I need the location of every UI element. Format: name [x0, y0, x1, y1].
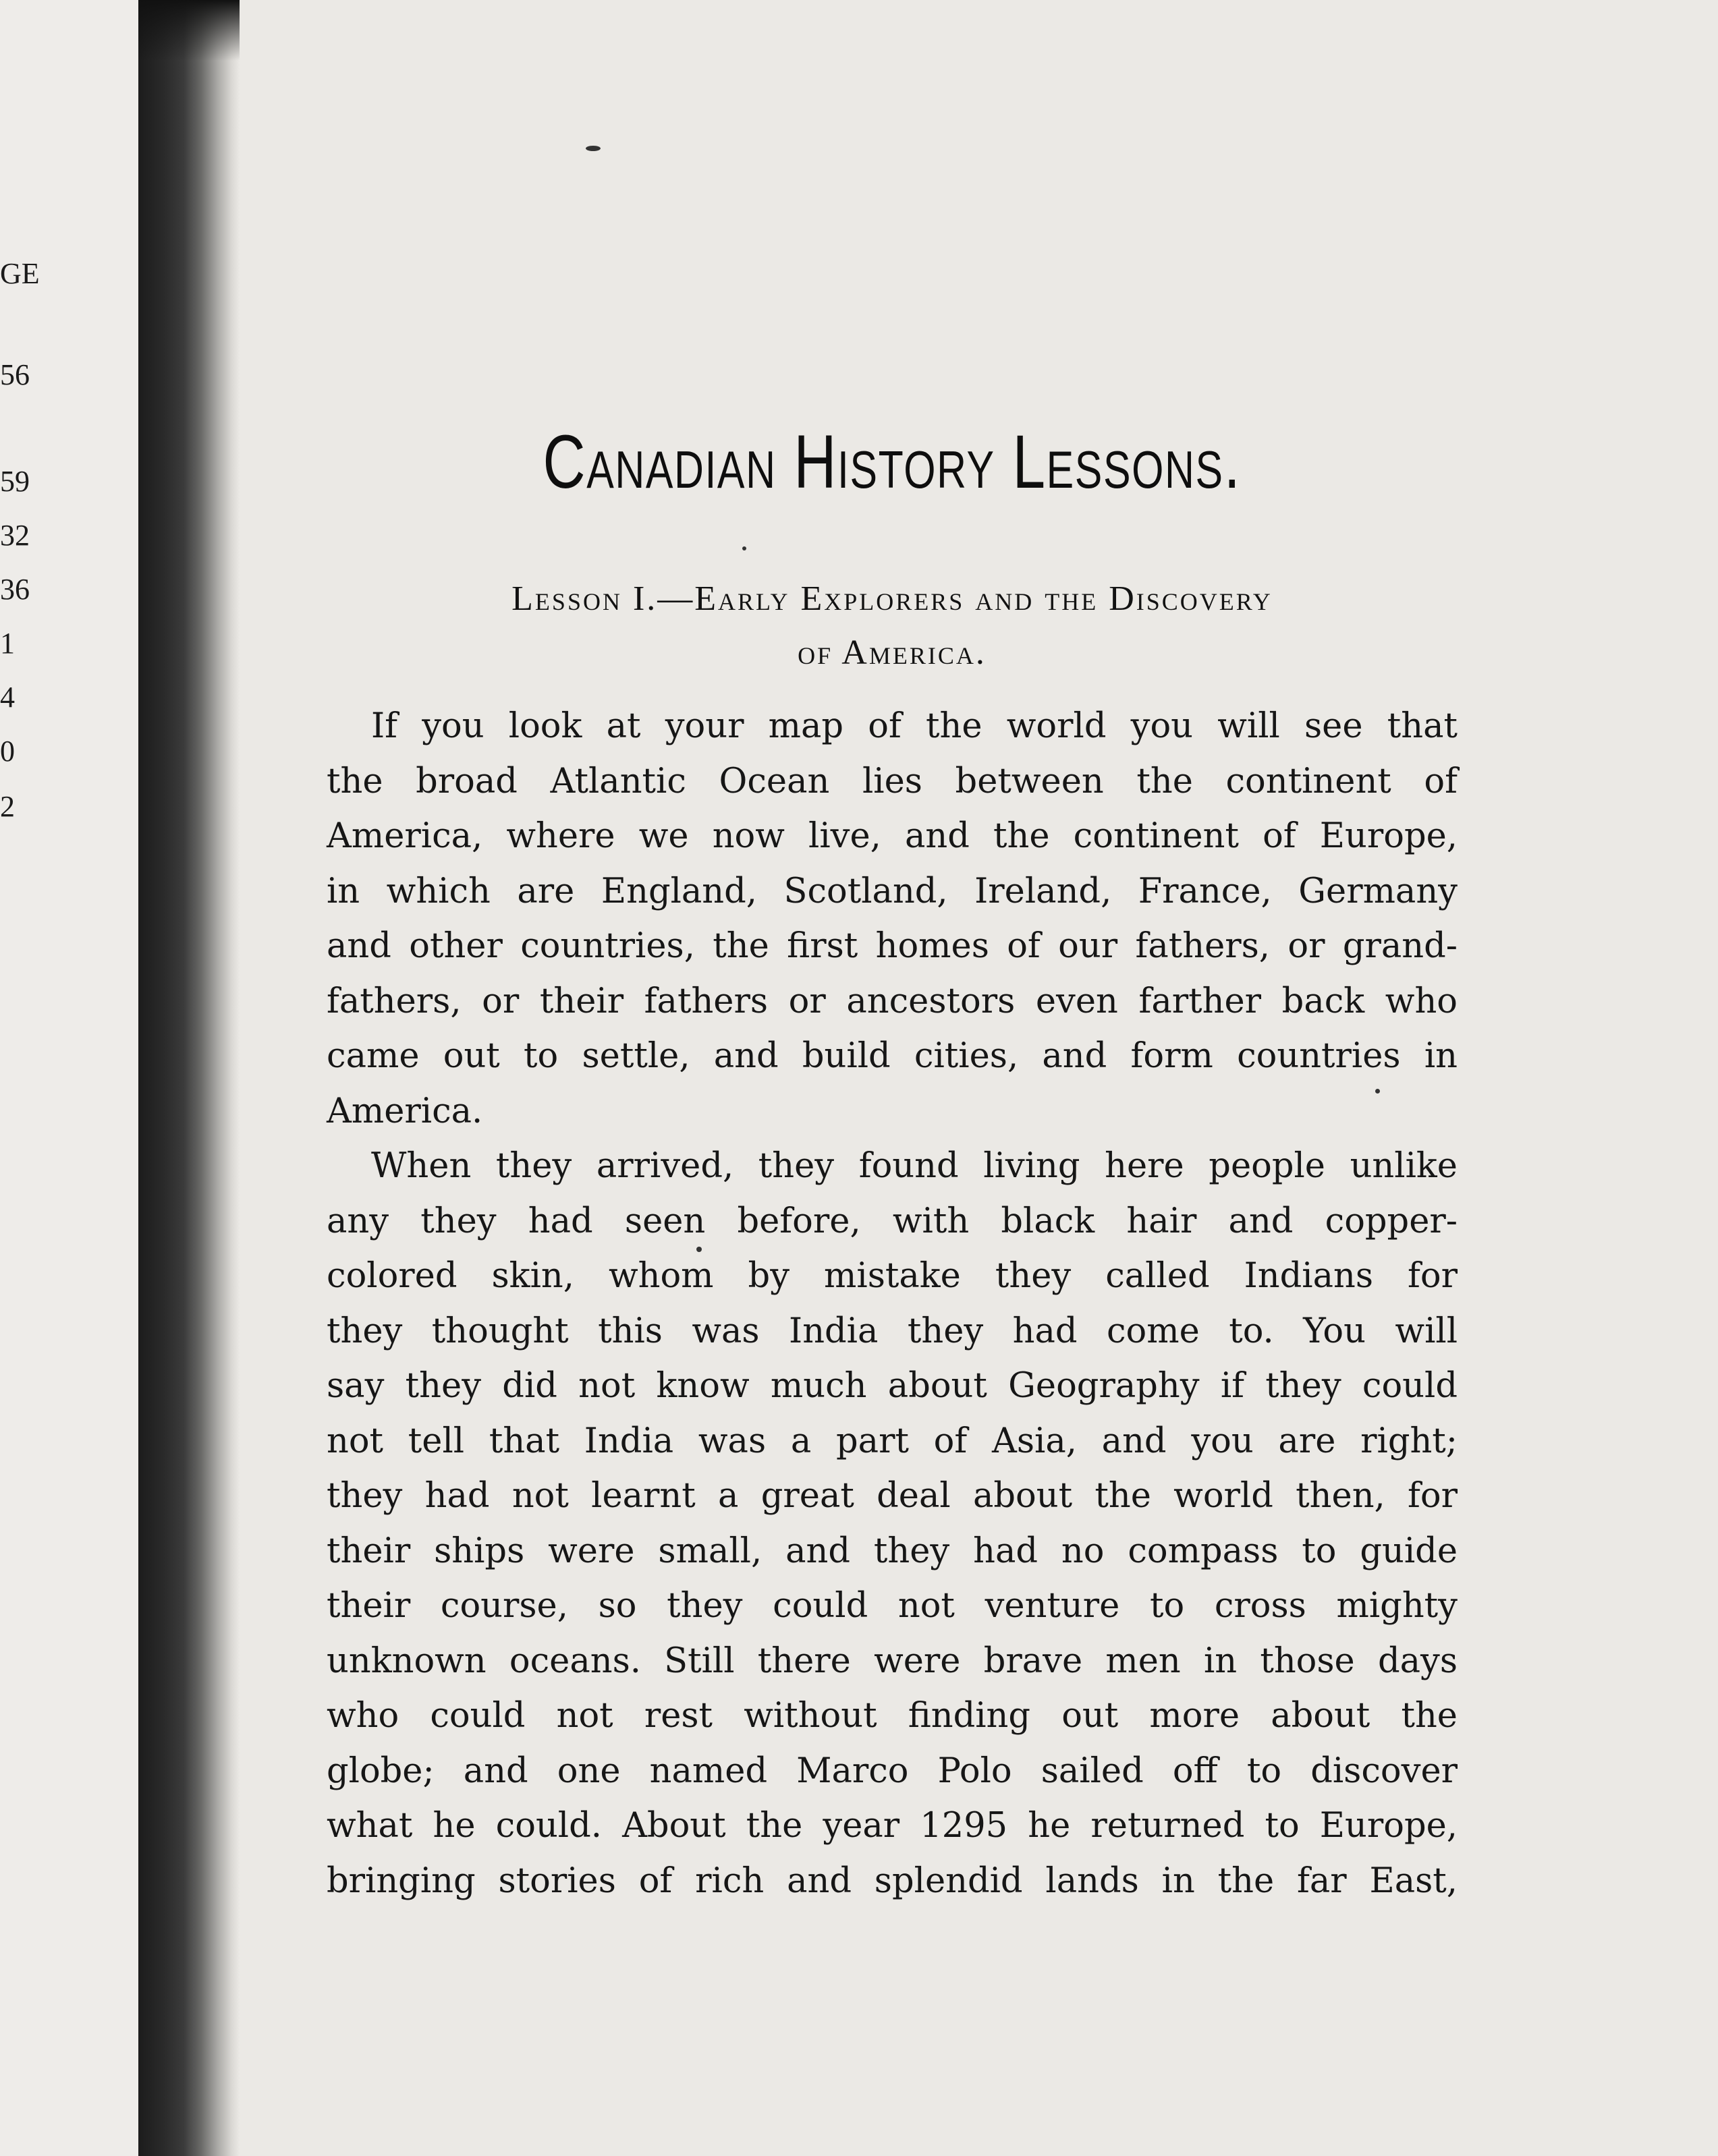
paragraph-line: and other countries, the first homes of our fathers, or grand- — [327, 926, 1458, 966]
paragraph-line: colored skin, whom by mistake they called Indians for — [327, 1256, 1458, 1296]
paragraph-line: what he could. About the year 1295 he returned to Europe, — [327, 1806, 1458, 1846]
paragraph-line: If you look at your map of the world you will see that — [371, 706, 1458, 746]
paragraph-line: bringing stories of rich and splendid lands in the far East, — [327, 1861, 1458, 1901]
paragraph-line: they had not learnt a great deal about the world then, for — [327, 1476, 1458, 1516]
paragraph-line: When they arrived, they found living here people unlike — [371, 1146, 1458, 1186]
margin-fragment: 32 — [0, 519, 30, 552]
page-title: Canadian History Lessons. — [543, 420, 1242, 504]
paragraph-line: America. — [327, 1091, 483, 1131]
margin-fragment: 1 — [0, 627, 15, 660]
facing-page-edge — [0, 0, 143, 2156]
lesson-body — [327, 699, 1458, 1908]
paragraph-line: their ships were small, and they had no compass to guide — [327, 1531, 1458, 1571]
paragraph-line: the broad Atlantic Ocean lies between the continent of — [327, 761, 1458, 801]
paragraph-line: any they had seen before, with black hair and copper- — [327, 1201, 1458, 1241]
lesson-heading — [327, 572, 1458, 680]
margin-fragment: 59 — [0, 465, 30, 498]
book-gutter-shadow — [138, 0, 240, 2156]
paragraph-line: they thought this was India they had come to. You will — [327, 1311, 1458, 1351]
paragraph-line: in which are England, Scotland, Ireland, France, Germany — [327, 871, 1458, 911]
paragraph-line: globe; and one named Marco Polo sailed off to discover — [327, 1751, 1458, 1791]
margin-fragment: 4 — [0, 681, 15, 714]
print-speck — [586, 146, 601, 151]
margin-fragment: 36 — [0, 573, 30, 606]
paragraph-line: fathers, or their fathers or ancestors even farther back who — [327, 981, 1458, 1021]
paragraph-line: unknown oceans. Still there were brave men in those days — [327, 1641, 1458, 1681]
margin-fragment: 2 — [0, 790, 15, 823]
paragraph-line: America, where we now live, and the continent of Europe, — [327, 816, 1458, 856]
paragraph-line: their course, so they could not venture to cross mighty — [327, 1586, 1458, 1626]
paragraph-line: who could not rest without finding out more about the — [327, 1696, 1458, 1736]
margin-fragment: 56 — [0, 358, 30, 391]
margin-fragment: GE — [0, 257, 40, 290]
margin-fragment: 0 — [0, 735, 15, 768]
paragraph-line: say they did not know much about Geography if they could — [327, 1366, 1458, 1406]
lesson-heading-line: Lesson I.—Early Explorers and the Discovery — [511, 579, 1273, 618]
paragraph-line: came out to settle, and build cities, and form countries in — [327, 1036, 1458, 1076]
paragraph-line: not tell that India was a part of Asia, and you are right; — [327, 1421, 1458, 1461]
gutter-top-shadow — [138, 0, 240, 61]
lesson-heading-line: of America. — [798, 633, 987, 672]
print-speck — [742, 546, 746, 550]
